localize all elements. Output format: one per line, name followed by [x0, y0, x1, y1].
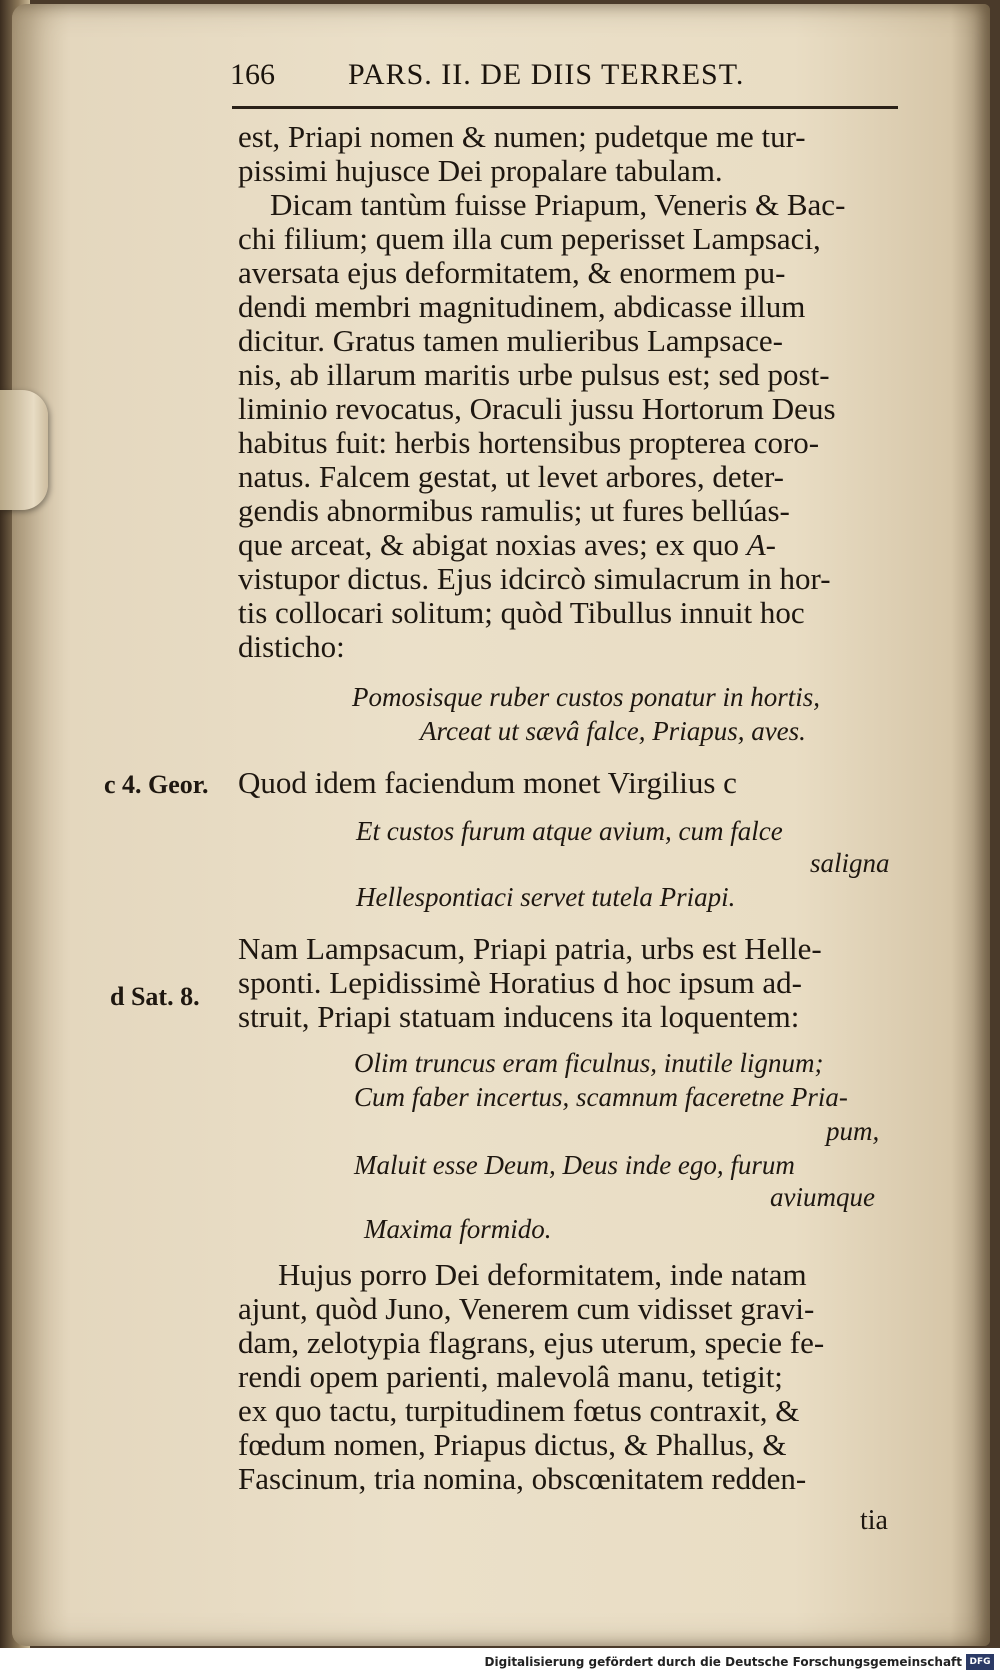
verse-line: Olim truncus eram ficulnus, inutile lignum; — [354, 1048, 824, 1078]
greek-word-start: A- — [746, 527, 776, 562]
text-line: Fascinum, tria nomina, obscœnitatem redden- — [238, 1461, 807, 1496]
margin-note: c 4. Geor. — [104, 770, 209, 799]
verse-line: Arceat ut sævâ falce, Priapus, aves. — [420, 716, 806, 746]
text-line: ex quo tactu, turpitudinem fœtus contraxit, & — [238, 1393, 800, 1428]
text-line: dam, zelotypia flagrans, ejus uterum, specie fe- — [238, 1325, 825, 1360]
text-line: liminio revocatus, Oraculi jussu Hortorum Deus — [238, 391, 836, 426]
page-number: 166 — [230, 58, 275, 91]
catchword: tia — [860, 1505, 888, 1536]
text-line: pissimi hujusce Dei propalare tabulam. — [238, 153, 723, 188]
running-head — [230, 58, 910, 98]
text-line: Quod idem faciendum monet Virgilius c — [238, 765, 737, 800]
verse-line: Pomosisque ruber custos ponatur in hortis, — [352, 682, 821, 712]
text-line: tis collocari solitum; quòd Tibullus innuit hoc — [238, 595, 805, 630]
text-line: sponti. Lepidissimè Horatius d hoc ipsum ad- — [238, 965, 802, 1000]
text-line: vistupor dictus. Ejus idcircò simulacrum in hor- — [238, 561, 831, 596]
text-line-main: que arceat, & abigat noxias aves; ex quo — [238, 527, 739, 562]
running-head-title: PARS. II. DE DIIS TERREST. — [348, 58, 745, 91]
verse-line: pum, — [826, 1116, 880, 1146]
text-line: aversata ejus deformitatem, & enormem pu- — [238, 255, 786, 290]
page-clip-tab — [0, 390, 48, 510]
text-line: Hujus porro Dei deformitatem, inde natam — [278, 1257, 807, 1292]
text-line: struit, Priapi statuam inducens ita loquentem: — [238, 999, 800, 1034]
verse-line: Et custos furum atque avium, cum falce — [356, 816, 783, 846]
dfg-logo: DFG — [966, 1654, 994, 1670]
verse-line: Maluit esse Deum, Deus inde ego, furum — [354, 1150, 795, 1180]
text-line: gendis abnormibus ramulis; ut fures bellúas- — [238, 493, 790, 528]
text-line: disticho: — [238, 629, 345, 664]
verse-line: aviumque — [770, 1182, 875, 1212]
text-line — [238, 528, 776, 562]
margin-note: d Sat. 8. — [110, 982, 200, 1011]
verse-line: Maxima formido. — [364, 1214, 552, 1244]
header-rule — [232, 106, 898, 109]
text-line: rendi opem parienti, malevolâ manu, tetigit; — [238, 1359, 783, 1394]
text-line: natus. Falcem gestat, ut levet arbores, deter- — [238, 459, 784, 494]
text-line: fœdum nomen, Priapus dictus, & Phallus, & — [238, 1427, 787, 1462]
text-line: dendi membri magnitudinem, abdicasse illum — [238, 289, 806, 324]
verse-line: saligna — [810, 848, 890, 878]
footer-credit: Digitalisierung gefördert durch die Deutsche Forschungsgemeinschaft — [484, 1655, 962, 1669]
footer-bar — [0, 1648, 1000, 1679]
text-line: Nam Lampsacum, Priapi patria, urbs est Helle- — [238, 931, 822, 966]
text-line: ajunt, quòd Juno, Venerem cum vidisset gravi- — [238, 1291, 815, 1326]
verse-line: Hellespontiaci servet tutela Priapi. — [356, 882, 736, 912]
text-line: chi filium; quem illa cum peperisset Lampsaci, — [238, 221, 821, 256]
text-line: habitus fuit: herbis hortensibus propterea coro- — [238, 425, 820, 460]
text-line: dicitur. Gratus tamen mulieribus Lampsace- — [238, 323, 783, 358]
text-line: est, Priapi nomen & numen; pudetque me tur- — [238, 119, 806, 154]
text-line: nis, ab illarum maritis urbe pulsus est; sed post- — [238, 357, 830, 392]
text-line: Dicam tantùm fuisse Priapum, Veneris & Bac- — [270, 187, 846, 222]
verse-line: Cum faber incertus, scamnum faceretne Pria- — [354, 1082, 848, 1112]
